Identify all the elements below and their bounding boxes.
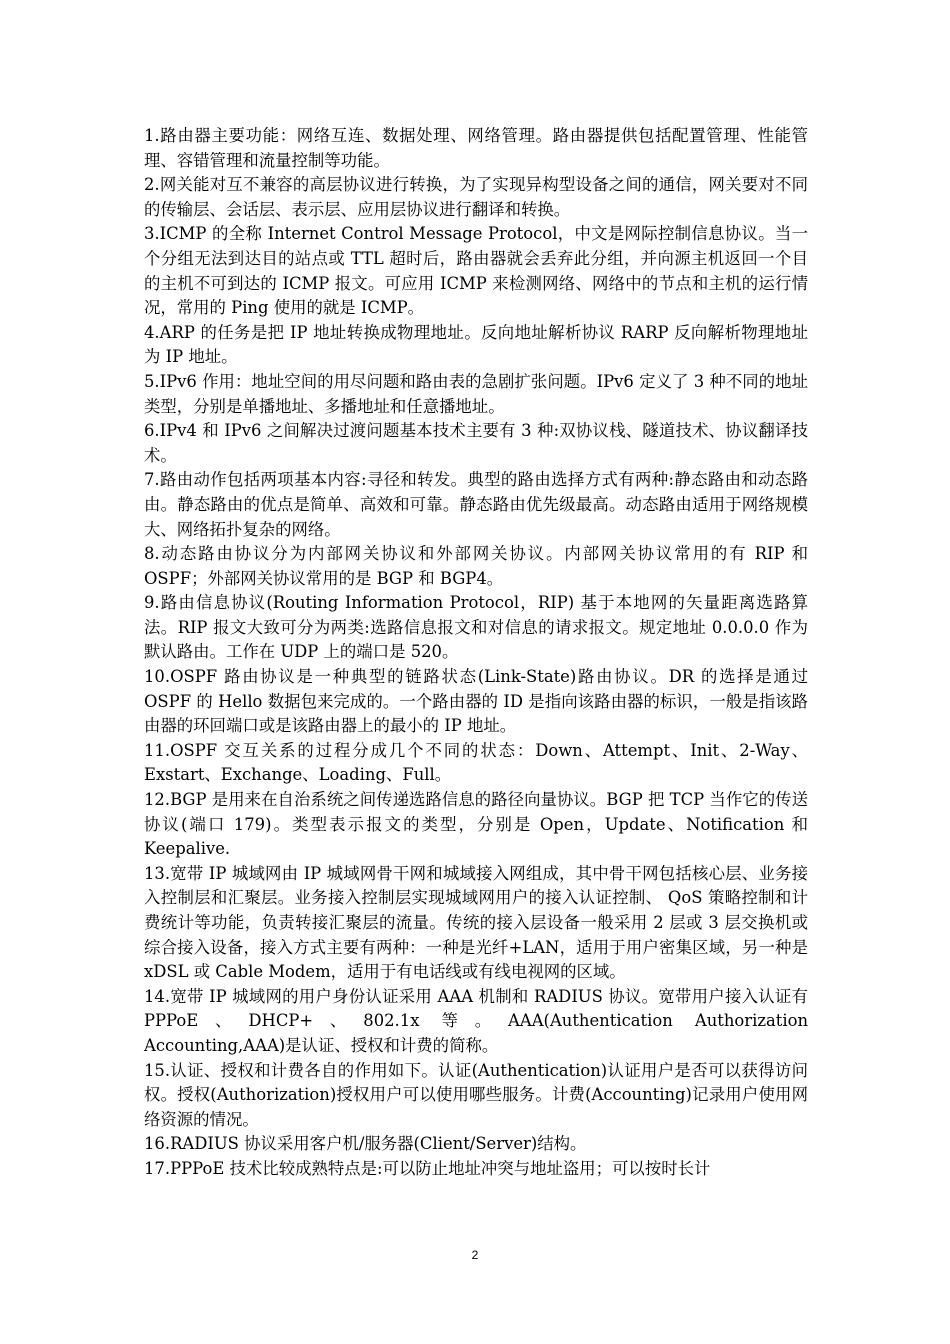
paragraph-13: 13.宽带 IP 城域网由 IP 城域网骨干网和城域接入网组成，其中骨干网包括核心层、业务接入控制层和汇聚层。业务接入控制层实现城域网用户的接入认证控制、 QoS 策略控制和计费统计等功能，负责转接汇聚层的流量。传统的接入层设备一般采用 2 层或 3 层交换机或综合接入设备，接入方式主要有两种：一种是光纤+LAN，适用于用户密集区域，另一种是 xDSL 或 Cable Modem，适用于有电话线或有线电视网的区域。 — [144, 863, 808, 982]
paragraph-15: 15.认证、授权和计费各自的作用如下。认证(Authentication)认证用户是否可以获得访问权。授权(Authorization)授权用户可以使用哪些服务。计费(Accounting)记录用户使用网络资源的情况。 — [144, 1060, 808, 1129]
paragraph-5: 5.IPv6 作用：地址空间的用尽问题和路由表的急剧扩张问题。IPv6 定义了 3 种不同的地址类型，分别是单播地址、多播地址和任意播地址。 — [144, 371, 808, 416]
paragraph-10: 10.OSPF 路由协议是一种典型的链路状态(Link-State)路由协议。DR 的选择是通过 OSPF 的 Hello 数据包来完成的。一个路由器的 ID 是指向该路由器的标识，一般是指该路由器的环回端口或是该路由器上的最小的 IP 地址。 — [144, 667, 808, 736]
paragraph-16: 16.RADIUS 协议采用客户机/服务器(Client/Server)结构。 — [144, 1134, 587, 1154]
paragraph-12: 12.BGP 是用来在自治系统之间传递选路信息的路径向量协议。BGP 把 TCP 当作它的传送协议(端口 179)。类型表示报文的类型，分别是 Open，Update、Notification 和 Keepalive. — [144, 790, 808, 859]
paragraph-2: 2.网关能对互不兼容的高层协议进行转换，为了实现异构型设备之间的通信，网关要对不同的传输层、会话层、表示层、应用层协议进行翻译和转换。 — [144, 175, 808, 219]
paragraph-6: 6.IPv4 和 IPv6 之间解决过渡问题基本技术主要有 3 种:双协议栈、隧道技术、协议翻译技术。 — [144, 421, 808, 465]
paragraph-1: 1.路由器主要功能：网络互连、数据处理、网络管理。路由器提供包括配置管理、性能管理、容错管理和流量控制等功能。 — [144, 126, 808, 170]
paragraph-4: 4.ARP 的任务是把 IP 地址转换成物理地址。反向地址解析协议 RARP 反向解析物理地址为 IP 地址。 — [144, 322, 808, 367]
paragraph-3: 3.ICMP 的全称 Internet Control Message Protocol，中文是网际控制信息协议。当一个分组无法到达目的站点或 TTL 超时后，路由器就会丢弃此分组，并向源主机返回一个目的主机不可到达的 ICMP 报文。可应用 ICMP 来检测网络、网络中的节点和主机的运行情况，常用的 Ping 使用的就是 ICMP。 — [144, 224, 808, 318]
paragraph-17: 17.PPPoE 技术比较成熟特点是:可以防止地址冲突与地址盗用；可以按时长计 — [144, 1158, 711, 1178]
paragraph-8: 8.动态路由协议分为内部网关协议和外部网关协议。内部网关协议常用的有 RIP 和 OSPF；外部网关协议常用的是 BGP 和 BGP4。 — [144, 544, 808, 588]
paragraph-14: 14.宽带 IP 城域网的用户身份认证采用 AAA 机制和 RADIUS 协议。宽带用户接入认证有 PPPoE、DHCP+、802.1x 等。AAA(Authentication Authorization Accounting,AAA)是认证、授权和计费的简称。 — [144, 986, 808, 1055]
paragraph-9: 9.路由信息协议(Routing Information Protocol，RIP) 基于本地网的矢量距离选路算法。RIP 报文大致可分为两类:选路信息报文和对信息的请求报文。规定地址 0.0.0.0 作为默认路由。工作在 UDP 上的端口是 520。 — [144, 593, 808, 662]
paragraph-7: 7.路由动作包括两项基本内容:寻径和转发。典型的路由选择方式有两种:静态路由和动态路由。静态路由的优点是简单、高效和可靠。静态路由优先级最高。动态路由适用于网络规模大、网络拓扑复杂的网络。 — [144, 470, 808, 539]
page-number: 2 — [471, 1248, 479, 1262]
paragraph-11: 11.OSPF 交互关系的过程分成几个不同的状态：Down、Attempt、Init、2-Way、Exstart、Exchange、Loading、Full。 — [144, 740, 808, 785]
document-body — [144, 124, 808, 1182]
